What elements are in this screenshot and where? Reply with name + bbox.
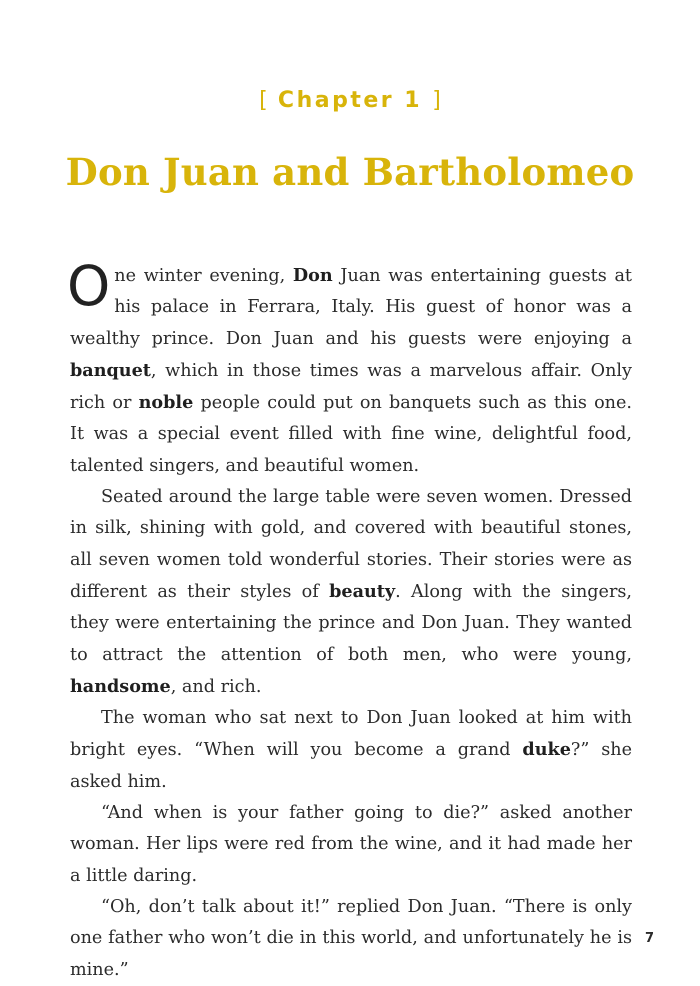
- text-segment: Juan was entertaining guests at his palace in Ferrara, Italy. His guest of honor was a wealthy prince. Don Juan and his guests were enjoying a: [70, 266, 632, 349]
- paragraph: [70, 798, 632, 892]
- drop-cap: O: [67, 254, 111, 318]
- page-number: 7: [644, 931, 654, 946]
- bold-term: beauty: [329, 580, 396, 602]
- text-segment: “And when is your father going to die?” asked another woman. Her lips were red from the wine, and it had made her a little daring.: [70, 803, 632, 886]
- bold-term: Don: [292, 265, 333, 286]
- paragraph: [70, 482, 632, 703]
- text-segment: , which in those times was a marvelous affair. Only rich or: [70, 360, 632, 414]
- text-segment: . Along with the singers, they were entertaining the prince and Don Juan. They wanted to attract the attention of both men, who were young,: [70, 581, 632, 665]
- bold-term: handsome: [70, 675, 171, 697]
- bold-term: duke: [522, 739, 571, 761]
- bold-term: banquet: [70, 359, 151, 381]
- text-segment: people could put on banquets such as this one. It was a special event filled with fine wine, delightful food, talented singers, and beautiful women.: [70, 393, 632, 476]
- chapter-bracket-close: ]: [432, 88, 441, 113]
- paragraph: [67, 254, 632, 482]
- text-segment: , and rich.: [170, 676, 262, 697]
- text-segment: The woman who sat next to Don Juan looked at him with bright eyes. “When will you become a grand: [70, 708, 632, 761]
- paragraph: [70, 703, 632, 798]
- text-segment: “Oh, don’t talk about it!” replied Don Juan. “There is only one father who won’t die in this world, and unfortunately he is mine.”: [70, 896, 632, 980]
- chapter-label: [0, 88, 700, 113]
- paragraph: [70, 892, 632, 986]
- bold-term: noble: [138, 392, 194, 414]
- text-segment: ne winter evening,: [114, 266, 293, 286]
- chapter-bracket-open: [: [259, 88, 268, 113]
- chapter-title: Don Juan and Bartholomeo: [65, 150, 635, 194]
- text-segment: Seated around the large table were seven women. Dressed in silk, shining with gold, and covered with beautiful stones, all seven women told wonderful stories. Their stories were as different as their styles of: [70, 487, 632, 602]
- body-text: [67, 254, 632, 986]
- text-segment: ?” she asked him.: [70, 740, 632, 792]
- chapter-number: Chapter 1: [277, 88, 423, 113]
